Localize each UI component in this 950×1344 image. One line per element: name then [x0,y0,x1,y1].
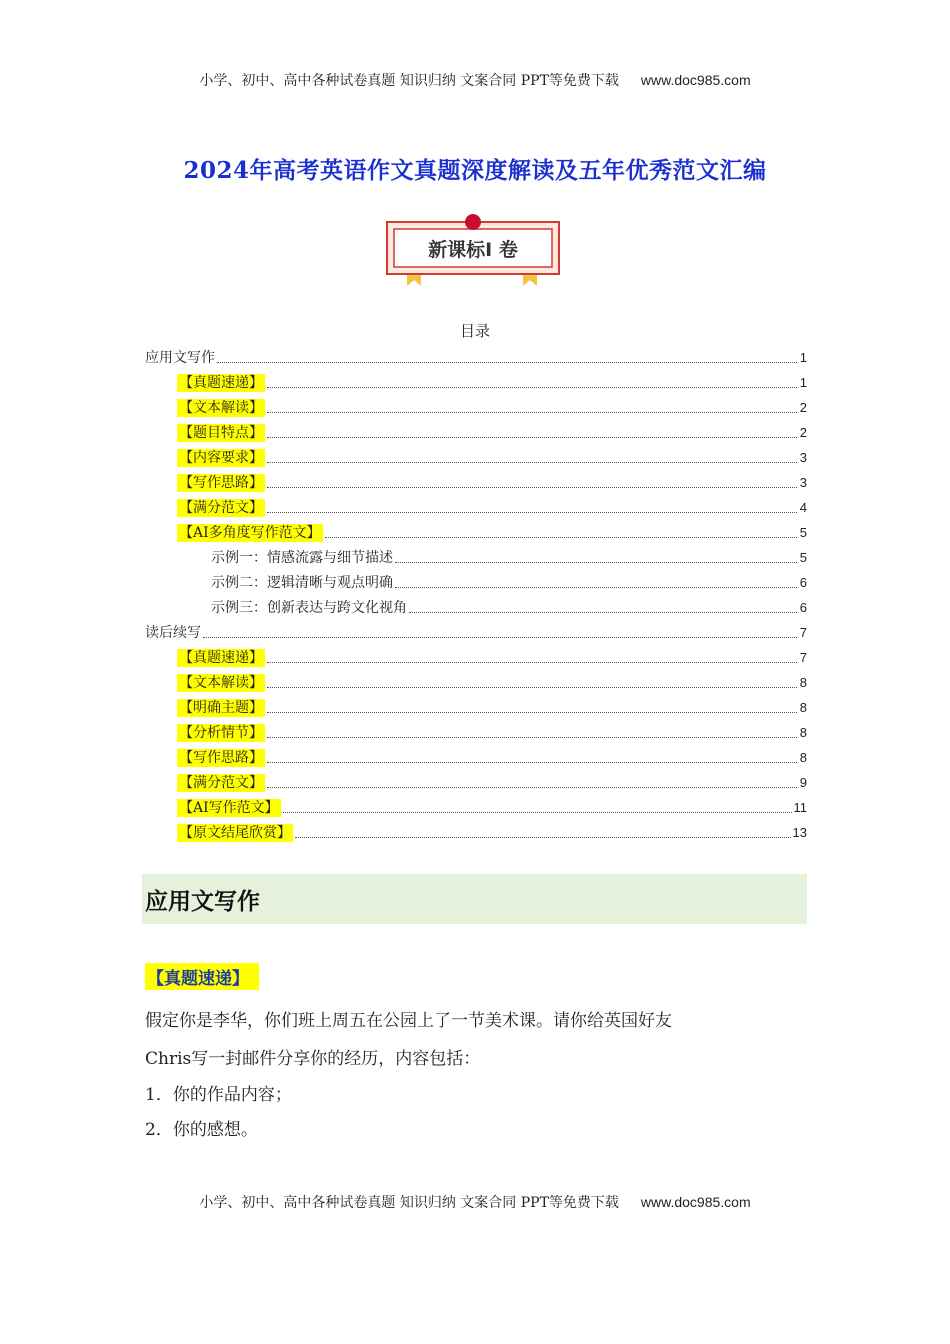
toc-page-number: 5 [799,550,807,565]
toc-entry[interactable] [145,442,807,467]
toc-entry[interactable] [145,617,807,642]
toc-page-number: 8 [799,700,807,715]
toc-entry[interactable] [145,717,807,742]
toc-page-number: 13 [792,825,807,840]
toc-leader [267,412,797,413]
toc-leader [283,812,792,813]
toc-leader [267,387,797,388]
toc-page-number: 5 [799,525,807,540]
section-title: 应用文写作 [145,888,260,915]
document-title: 2024年高考英语作文真题深度解读及五年优秀范文汇编 [183,157,767,184]
prompt-paragraph: Chris写一封邮件分享你的经历，内容包括： [145,1049,481,1069]
toc-page-number: 3 [799,450,807,465]
subsection-heading: 【真题速递】 [145,963,259,990]
toc-page-number: 6 [799,600,807,615]
toc-entry-label: 示例一：情感流露与细节描述 [211,550,393,566]
toc-entry[interactable] [145,692,807,717]
toc-page-number: 9 [799,775,807,790]
toc-entry[interactable] [145,767,807,792]
toc-entry[interactable] [145,367,807,392]
toc-entry[interactable] [145,517,807,542]
toc-entry-label: 【真题速递】 [179,375,263,391]
toc-entry-label: 【原文结尾欣赏】 [179,825,291,841]
toc-heading: 目录 [459,322,490,340]
toc-page-number: 1 [799,350,807,365]
toc-page-number: 7 [799,625,807,640]
toc-entry-label: 【满分范文】 [179,775,263,791]
header-text: 小学、初中、高中各种试卷真题 知识归纳 文案合同 PPT等免费下载 [199,73,619,89]
toc-leader [267,487,797,488]
toc-leader [267,437,797,438]
toc-entry-label: 【真题速递】 [179,650,263,666]
toc-entry-label: 【写作思路】 [179,750,263,766]
toc-leader [395,562,797,563]
page-header [0,70,950,90]
toc-page-number: 11 [793,800,807,815]
toc-entry-label: 示例三：创新表达与跨文化视角 [211,600,407,616]
toc-entry-label: 【文本解读】 [179,675,263,691]
toc-entry[interactable] [145,567,807,592]
toc-leader [267,787,797,788]
toc-page-number: 2 [799,425,807,440]
toc-page-number: 8 [799,725,807,740]
toc-entry-label: 读后续写 [145,625,201,641]
toc-entry-label: 示例二：逻辑清晰与观点明确 [211,575,393,591]
toc-entry-label: 【内容要求】 [179,450,263,466]
toc-entry-label: 【分析情节】 [179,725,263,741]
toc-entry-label: 【AI写作范文】 [179,800,279,816]
toc-entry[interactable] [145,417,807,442]
toc-page-number: 6 [799,575,807,590]
toc-entry-label: 【明确主题】 [179,700,263,716]
toc-entry[interactable] [145,342,807,367]
toc-leader [267,762,797,763]
toc-entry-label: 【题目特点】 [179,425,263,441]
badge-label: 新课标I 卷 [428,239,518,261]
toc-entry[interactable] [145,592,807,617]
toc-leader [267,712,797,713]
toc-entry[interactable] [145,492,807,517]
prompt-list-item: 1．你的作品内容； [145,1085,292,1105]
exam-badge [383,212,563,292]
toc-leader [409,612,797,613]
toc-entry-label: 应用文写作 [145,350,215,366]
toc-leader [267,737,797,738]
toc-leader [295,837,791,838]
header-site[interactable]: www.doc985.com [640,72,751,88]
toc-entry[interactable] [145,792,807,817]
prompt-paragraph: 假定你是李华，你们班上周五在公园上了一节美术课。请你给英国好友 [145,1011,672,1031]
toc-page-number: 7 [799,650,807,665]
toc-entry[interactable] [145,817,807,842]
toc-entry-label: 【写作思路】 [179,475,263,491]
toc-entry[interactable] [145,542,807,567]
toc-page-number: 3 [799,475,807,490]
page-footer [0,1192,950,1212]
toc-page-number: 8 [799,675,807,690]
toc-entry[interactable] [145,742,807,767]
toc-page-number: 2 [799,400,807,415]
toc-entry[interactable] [145,642,807,667]
toc-leader [267,512,797,513]
toc-leader [267,687,797,688]
footer-text: 小学、初中、高中各种试卷真题 知识归纳 文案合同 PPT等免费下载 [199,1195,619,1211]
table-of-contents [145,342,807,842]
toc-leader [325,537,797,538]
toc-leader [267,462,797,463]
footer-site[interactable]: www.doc985.com [640,1194,751,1210]
toc-leader [203,637,797,638]
toc-entry-label: 【满分范文】 [179,500,263,516]
toc-leader [395,587,797,588]
toc-entry-label: 【文本解读】 [179,400,263,416]
toc-entry[interactable] [145,667,807,692]
toc-page-number: 4 [799,500,807,515]
toc-entry[interactable] [145,392,807,417]
toc-leader [267,662,797,663]
toc-leader [217,362,797,363]
toc-page-number: 8 [799,750,807,765]
toc-page-number: 1 [799,375,807,390]
section-heading-bar [142,874,807,924]
toc-entry-label: 【AI多角度写作范文】 [179,525,321,541]
prompt-list-item: 2．你的感想。 [145,1120,258,1140]
toc-entry[interactable] [145,467,807,492]
badge-pin [465,214,481,230]
